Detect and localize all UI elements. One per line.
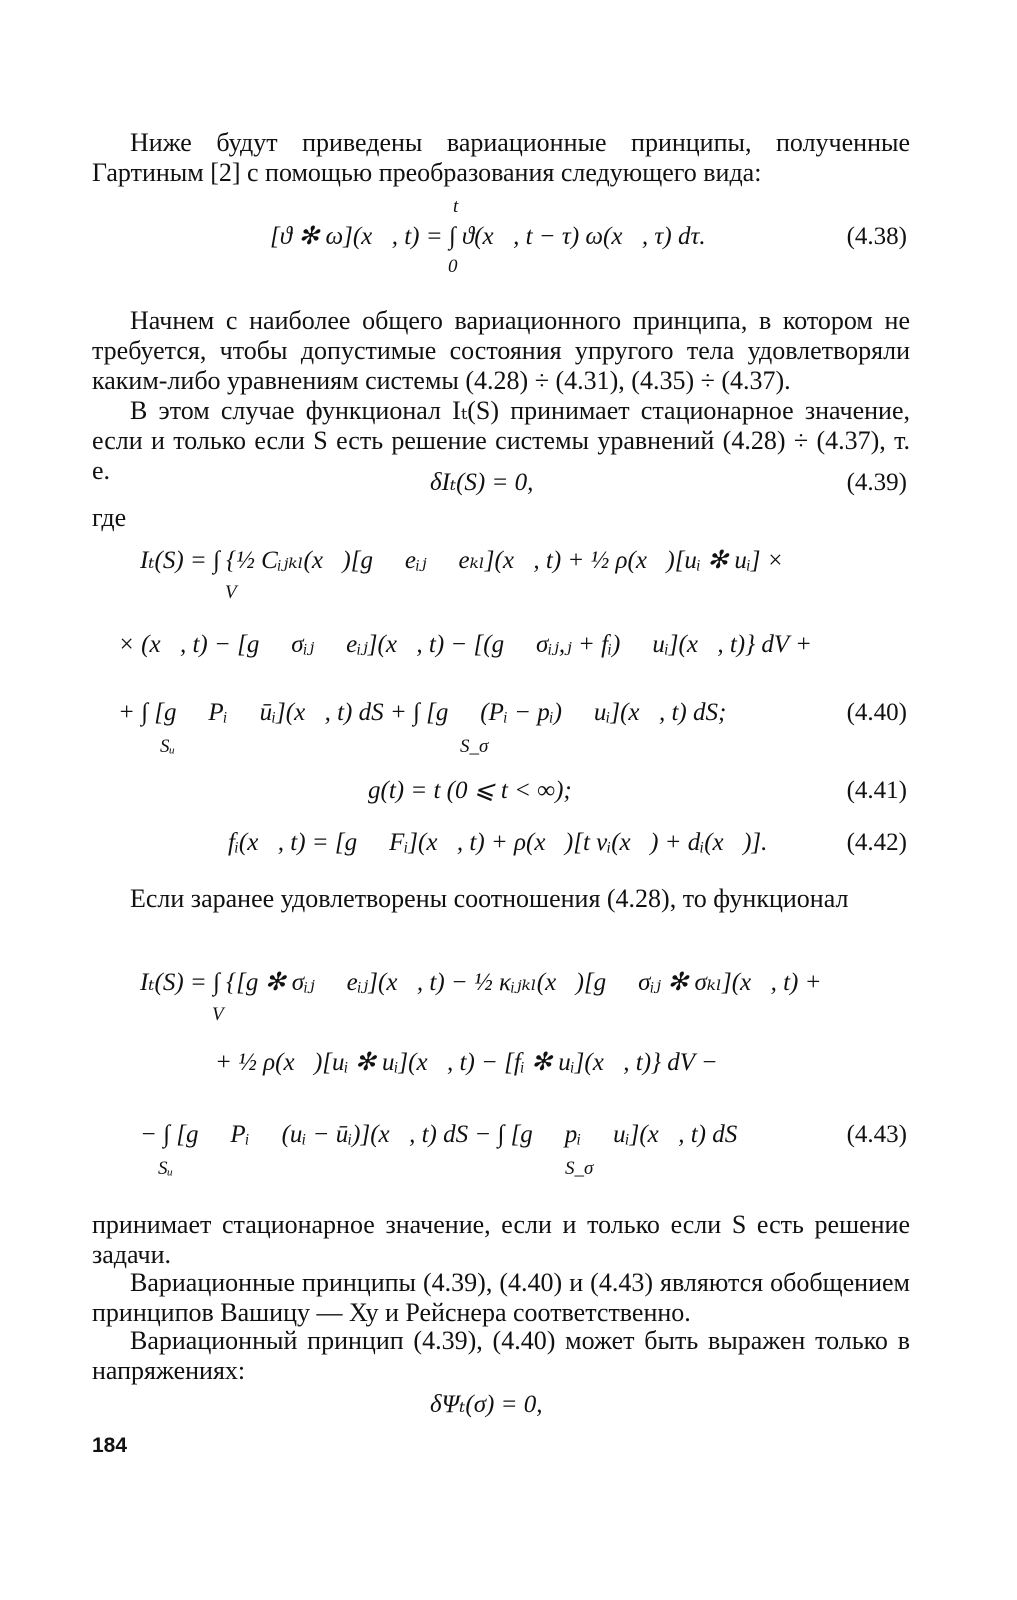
limit-V-4-43: V: [212, 1004, 224, 1025]
equation-4-44: δΨₜ(σ) = 0,: [430, 1391, 543, 1418]
equation-4-39: δIₜ(S) = 0,: [430, 469, 534, 496]
equation-number-4-39: (4.39): [846, 469, 907, 496]
limit-Ssigma-4-43: S_σ: [565, 1158, 594, 1179]
equation-4-38: [270, 222, 706, 252]
equation-4-40-line-3: + ∫ [g ✻ Pᵢ ✻ ūᵢ](x⃗, t) dS + ∫ [g ✻ (Pᵢ − pᵢ) ✻ uᵢ](x⃗, t) dS;: [118, 699, 727, 726]
equation-number-4-40: (4.40): [846, 699, 907, 726]
paragraph-stationary-value: принимает стационарное значение, если и только если S есть решение задачи.: [92, 1210, 910, 1269]
limit-V-4-40: V: [225, 582, 237, 603]
word-where: где: [92, 503, 127, 532]
equation-4-40-line-2: × (x⃗, t) − [g ✻ σᵢⱼ ✻ eᵢⱼ](x⃗, t) − [(g ✻ σᵢⱼ,ⱼ + fᵢ) ✻ uᵢ](x⃗, t)} dV +: [118, 631, 812, 658]
equation-4-42: fᵢ(x⃗, t) = [g ✻ Fᵢ](x⃗, t) + ρ(x⃗)[t vᵢ(x⃗) + dᵢ(x⃗)].: [228, 829, 768, 856]
equation-number-4-38: (4.38): [846, 223, 907, 250]
limit-Ssigma-4-40: S_σ: [460, 736, 489, 757]
paragraph-if-satisfied: Если заранее удовлетворены соотношения (4.28), то функционал: [130, 884, 849, 913]
paragraph-general-principle: Начнем с наиболее общего вариационного принципа, в котором не требуется, чтобы допустимые состояния упругого тела удовлетворяли каким-либо уравнениям системы (4.28) ÷ (4.31), (4.35) ÷ (4.37).: [92, 306, 910, 395]
paragraph-stresses-only: Вариационный принцип (4.39), (4.40) может быть выражен только в напряжениях:: [92, 1326, 910, 1385]
paragraph-generalization: Вариационные принципы (4.39), (4.40) и (4.43) являются обобщением принципов Вашицу — Ху и Рейснера соответственно.: [92, 1268, 910, 1327]
limit-Su-4-40: Sᵤ: [160, 736, 176, 757]
equation-4-38-text: [ϑ ✻ ω](x⃗, t) = ∫ ϑ(x⃗, t − τ) ω(x⃗, τ) dτ.: [270, 223, 706, 250]
page-number: 184: [92, 1434, 128, 1457]
equation-number-4-43: (4.43): [846, 1121, 907, 1148]
equation-4-43-line-1: Iₜ(S) = ∫ {[g ✻ σᵢⱼ ✻ eᵢⱼ](x⃗, t) − ½ κᵢⱼₖₗ(x⃗)[g ✻ σᵢⱼ ✻ σₖₗ](x⃗, t) +: [140, 969, 822, 996]
equation-4-43-line-3: − ∫ [g ✻ Pᵢ ✻ (uᵢ − ūᵢ)](x⃗, t) dS − ∫ [g ✻ pᵢ ✻ uᵢ](x⃗, t) dS: [140, 1121, 738, 1148]
equation-number-4-41: (4.41): [846, 777, 907, 804]
equation-4-41: g(t) = t (0 ⩽ t < ∞);: [368, 777, 572, 804]
limit-Su-4-43: Sᵤ: [158, 1158, 174, 1179]
paragraph-stationary-condition: В этом случае функционал Iₜ(S) принимает стационарное значение, если и только если S есть решение системы уравнений (4.28) ÷ (4.37), т. е.: [92, 396, 910, 485]
equation-4-38-lower-limit: 0: [448, 256, 458, 277]
equation-number-4-42: (4.42): [846, 829, 907, 856]
equation-4-38-upper-limit: t: [453, 196, 459, 217]
equation-4-43-line-2: + ½ ρ(x⃗)[uᵢ ✻ uᵢ](x⃗, t) − [fᵢ ✻ uᵢ](x⃗, t)} dV −: [215, 1049, 718, 1076]
equation-4-40-line-1: Iₜ(S) = ∫ {½ Cᵢⱼₖₗ(x⃗)[g ✻ eᵢⱼ ✻ eₖₗ](x⃗, t) + ½ ρ(x⃗)[uᵢ ✻ uᵢ] ×: [140, 547, 784, 574]
paragraph-intro: Ниже будут приведены вариационные принципы, полученные Гартиным [2] с помощью преобразования следующего вида:: [92, 128, 910, 187]
